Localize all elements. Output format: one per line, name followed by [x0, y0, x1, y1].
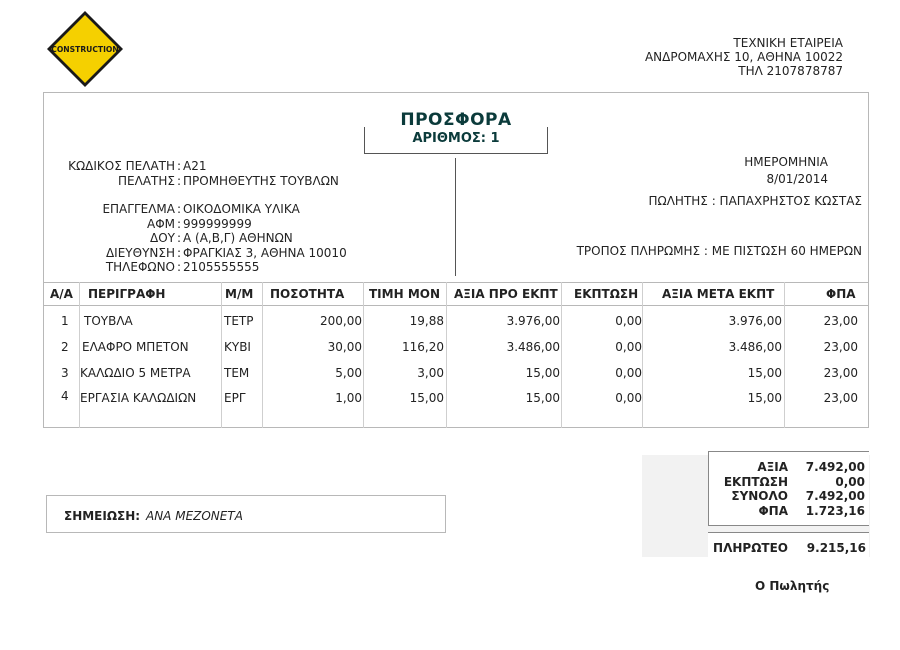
document-number: ΑΡΙΘΜΟΣ: 1: [412, 131, 500, 146]
phone-label: ΤΗΛΕΦΩΝΟ: [105, 260, 175, 274]
col-unit-price: ΤΙΜΗ ΜΟΝ: [369, 287, 440, 301]
company-info: [645, 36, 843, 78]
row-unit: ΕΡΓ: [224, 391, 246, 405]
total-sum-label: ΣΥΝΟΛΟ: [731, 489, 788, 503]
company-phone: ΤΗΛ 2107878787: [738, 64, 843, 78]
phone-value: 2105555555: [183, 260, 260, 274]
customer-code-label: ΚΩΔΙΚΟΣ ΠΕΛΑΤΗ: [68, 159, 175, 173]
row-unit-price: 3,00: [417, 366, 444, 380]
totals-list: [708, 460, 868, 518]
col-vat: ΦΠΑ: [826, 287, 856, 301]
total-value: 7.492,00: [805, 460, 865, 474]
row-vat: 23,00: [823, 314, 858, 328]
company-address: ΑΝΔΡΟΜΑΧΗΣ 10, ΑΘΗΝΑ 10022: [644, 50, 843, 64]
header-divider: [455, 158, 456, 276]
row-aa: 2: [61, 340, 69, 354]
customer-code: Α21: [183, 159, 207, 173]
row-discount: 0,00: [615, 366, 642, 380]
row-quantity: 1,00: [335, 391, 362, 405]
col-quantity: ΠΟΣΟΤΗΤΑ: [270, 287, 345, 301]
profession-value: ΟΙΚΟΔΟΜΙΚΑ ΥΛΙΚΑ: [183, 202, 300, 216]
row-unit-price: 116,20: [402, 340, 444, 354]
document-title: ΠΡΟΣΦΟΡΑ: [400, 110, 512, 130]
total-discount-label: ΕΚΠΤΩΣΗ: [723, 474, 788, 489]
customer-name-label: ΠΕΛΑΤΗΣ: [118, 173, 175, 188]
logo-text: CONSTRUCTION: [51, 45, 119, 54]
profession-label: ΕΠΑΓΓΕΛΜΑ: [102, 202, 175, 216]
row-value-before: 15,00: [525, 366, 560, 380]
row-description: ΚΑΛΩΔΙΟ 5 ΜΕΤΡΑ: [80, 366, 191, 380]
date-value: 8/01/2014: [766, 172, 828, 186]
row-aa: 3: [61, 366, 69, 380]
address-label: ΔΙΕΥΘΥΝΣΗ: [105, 245, 175, 260]
row-value-after: 15,00: [747, 391, 782, 405]
payable-label: ΠΛΗΡΩΤΕΟ: [713, 541, 788, 555]
afm-value: 999999999: [183, 216, 252, 231]
row-value-after: 3.486,00: [728, 340, 782, 354]
customer-name: ΠΡΟΜΗΘΕΥΤΗΣ ΤΟΥΒΛΩΝ: [183, 173, 339, 188]
col-value-after: ΑΞΙΑ ΜΕΤΑ ΕΚΠΤ: [662, 287, 775, 301]
note-label: ΣΗΜΕΙΩΣΗ:: [64, 509, 141, 523]
row-aa: 1: [61, 314, 69, 328]
payment-line: ΤΡΟΠΟΣ ΠΛΗΡΩΜΗΣ : ΜΕ ΠΙΣΤΩΣΗ 60 ΗΜΕΡΩΝ: [576, 244, 862, 258]
seller-signature-label: Ο Πωλητής: [755, 579, 830, 593]
total-vat-label: ΦΠΑ: [758, 503, 788, 518]
payable-value: 9.215,16: [806, 541, 866, 555]
total-sum: 7.492,00: [805, 489, 865, 503]
row-value-before: 15,00: [525, 391, 560, 405]
row-discount: 0,00: [615, 391, 642, 405]
row-unit-price: 15,00: [409, 391, 444, 405]
row-unit: ΤΕΜ: [224, 366, 250, 380]
table-row: [44, 314, 868, 332]
col-description: ΠΕΡΙΓΡΑΦΗ: [88, 287, 166, 301]
customer-info-top: ΚΩΔΙΚΟΣ ΠΕΛΑΤΗ : Α21 ΠΕΛΑΤΗΣ : ΠΡΟΜΗΘΕΥΤΗΣ ΤΟΥΒΛΩΝ: [50, 159, 339, 188]
total-value-label: ΑΞΙΑ: [757, 460, 788, 474]
customer-info-bottom: ΕΠΑΓΓΕΛΜΑ : ΟΙΚΟΔΟΜΙΚΑ ΥΛΙΚΑ ΑΦΜ : 999999999 ΔΟΥ : Α (Α,Β,Γ) ΑΘΗΝΩΝ ΔΙΕΥΘΥΝΣΗ : ΦΡΑΓΚΙΑΣ 3, ΑΘΗΝΑ 10010 ΤΗΛΕΦΩΝΟ : 2105555555: [50, 202, 347, 275]
row-vat: 23,00: [823, 340, 858, 354]
afm-label: ΑΦΜ: [146, 216, 175, 231]
row-vat: 23,00: [823, 391, 858, 405]
note-value: ΑΝΑ ΜΕΖΟΝΕΤΑ: [146, 509, 243, 523]
row-vat: 23,00: [823, 366, 858, 380]
doy-label: ΔΟΥ: [150, 231, 175, 245]
row-discount: 0,00: [615, 340, 642, 354]
total-discount: 0,00: [835, 474, 865, 489]
row-description: ΤΟΥΒΛΑ: [84, 314, 133, 328]
row-unit: ΤΕΤΡ: [224, 314, 254, 328]
row-quantity: 30,00: [327, 340, 362, 354]
row-aa: 4: [61, 389, 69, 403]
col-unit: Μ/Μ: [225, 287, 254, 301]
col-value-before: ΑΞΙΑ ΠΡΟ ΕΚΠΤ: [454, 287, 558, 301]
row-description: ΕΛΑΦΡΟ ΜΠΕΤΟΝ: [82, 340, 189, 354]
payable-box: [708, 532, 869, 558]
col-discount: ΕΚΠΤΩΣΗ: [574, 287, 639, 301]
total-vat: 1.723,16: [805, 503, 865, 518]
note-box: [46, 495, 446, 533]
row-description: ΕΡΓΑΣΙΑ ΚΑΛΩΔΙΩΝ: [80, 391, 197, 405]
row-value-after: 3.976,00: [728, 314, 782, 328]
row-quantity: 5,00: [335, 366, 362, 380]
col-aa: Α/Α: [50, 287, 73, 301]
row-unit: ΚΥΒΙ: [224, 340, 251, 354]
row-discount: 0,00: [615, 314, 642, 328]
row-value-before: 3.976,00: [506, 314, 560, 328]
document-title-block: [364, 110, 548, 146]
doy-value: Α (Α,Β,Γ) ΑΘΗΝΩΝ: [183, 231, 293, 245]
row-unit-price: 19,88: [409, 314, 444, 328]
items-table-header: [44, 282, 868, 306]
table-row: [44, 340, 868, 358]
table-row: [44, 391, 868, 409]
row-value-after: 15,00: [747, 366, 782, 380]
row-value-before: 3.486,00: [506, 340, 560, 354]
date-label: ΗΜΕΡΟΜΗΝΙΑ: [744, 155, 828, 169]
seller-line: ΠΩΛΗΤΗΣ : ΠΑΠΑΧΡΗΣΤΟΣ ΚΩΣΤΑΣ: [648, 194, 862, 208]
company-name: ΤΕΧΝΙΚΗ ΕΤΑΙΡΕΙΑ: [733, 36, 843, 50]
address-value: ΦΡΑΓΚΙΑΣ 3, ΑΘΗΝΑ 10010: [183, 245, 347, 260]
date-block: [700, 154, 828, 188]
construction-logo: [46, 10, 124, 88]
table-row: [44, 366, 868, 384]
row-quantity: 200,00: [320, 314, 362, 328]
